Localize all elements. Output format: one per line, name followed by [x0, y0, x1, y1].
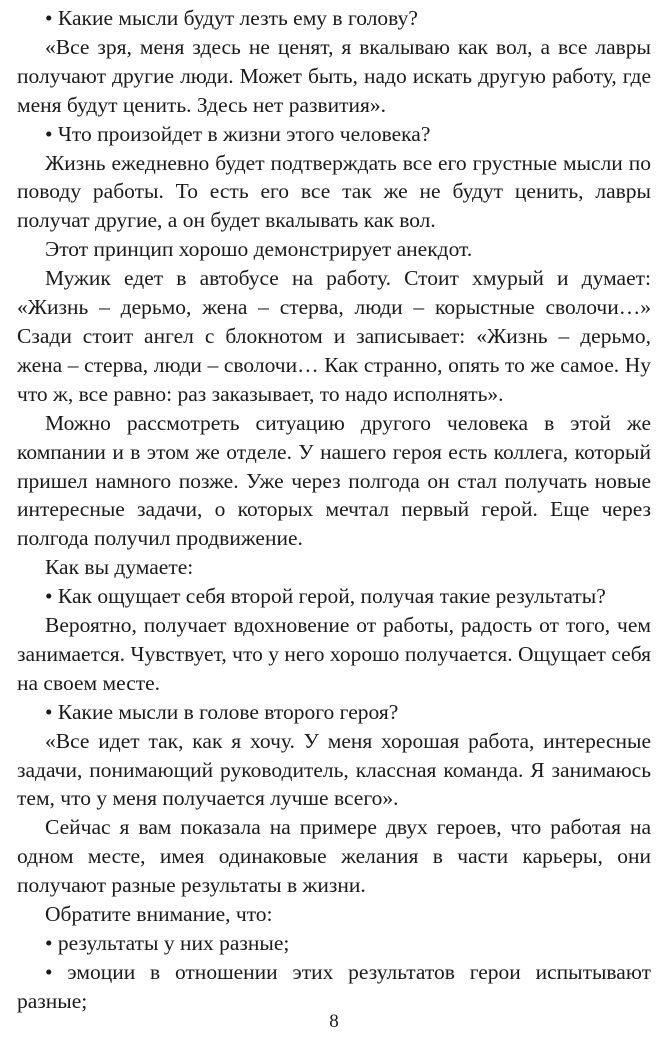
- paragraph-life-confirms: Жизнь ежедневно будет подтверждать все его грустные мысли по поводу работы. То есть его все так же не будут ценить, лавры получат другие, а он будет вкалывать как вол.: [17, 150, 651, 233]
- paragraph-anecdote: Мужик едет в автобусе на работу. Стоит хмурый и думает: «Жизнь – дерьмо, жена – стерва, люди – корыстные сволочи…» Сзади стоит ангел с блокнотом и записывает: «Жизнь – дерьмо, жена – стерва, люди – сволочи… Как странно, опять то же самое. Ну что ж, все равно: раз заказывает, то надо исполнять».: [17, 266, 651, 406]
- paragraph-quote-second-hero: «Все идет так, как я хочу. У меня хорошая работа, интересные задачи, понимающий руководитель, классная команда. Я занимаюсь тем, что у меня получается лучше всего».: [17, 728, 651, 811]
- paragraph-second-hero: Можно рассмотреть ситуацию другого человека в этой же компании и в этом же отделе. У нашего героя есть коллега, который пришел намного позже. Уже через полгода он стал получать новые интересные задачи, о которых мечтал первый герой. Еще через полгода получил продвижение.: [17, 410, 651, 551]
- paragraph-quote-first-hero: «Все зря, меня здесь не ценят, я вкалываю как вол, а все лавры получают другие люди. Может быть, надо искать другую работу, где меня будут ценить. Здесь нет развития».: [17, 34, 651, 117]
- paragraph-question-life: • Что произойдет в жизни этого человека?: [45, 121, 431, 146]
- paragraph-two-heroes: Сейчас я вам показала на примере двух героев, что работая на одном месте, имея одинаковые желания в части карьеры, они получают разные результаты в жизни.: [17, 815, 651, 898]
- list-item-emotions: • эмоции в отношении этих результатов герои испытывают разные;: [17, 959, 651, 1013]
- paragraph-question-feelings: • Как ощущает себя второй герой, получая такие результаты?: [45, 584, 606, 609]
- paragraph-question-second-thoughts: • Какие мысли в голове второго героя?: [45, 699, 399, 724]
- paragraph-note: Обратите внимание, что:: [45, 902, 273, 927]
- list-item-results: • результаты у них разные;: [45, 931, 290, 955]
- paragraph-what-do-you-think: Как вы думаете:: [45, 555, 194, 580]
- paragraph-question-thoughts: • Какие мысли будут лезть ему в голову?: [45, 6, 418, 30]
- page-body: [17, 4, 651, 1016]
- paragraph-anecdote-intro: Этот принцип хорошо демонстрирует анекдот.: [45, 237, 473, 262]
- page-number: 8: [329, 1011, 339, 1032]
- paragraph-inspiration: Вероятно, получает вдохновение от работы, радость от того, чем занимается. Чувствует, что у него хорошо получается. Ощущает себя на своем месте.: [17, 613, 651, 695]
